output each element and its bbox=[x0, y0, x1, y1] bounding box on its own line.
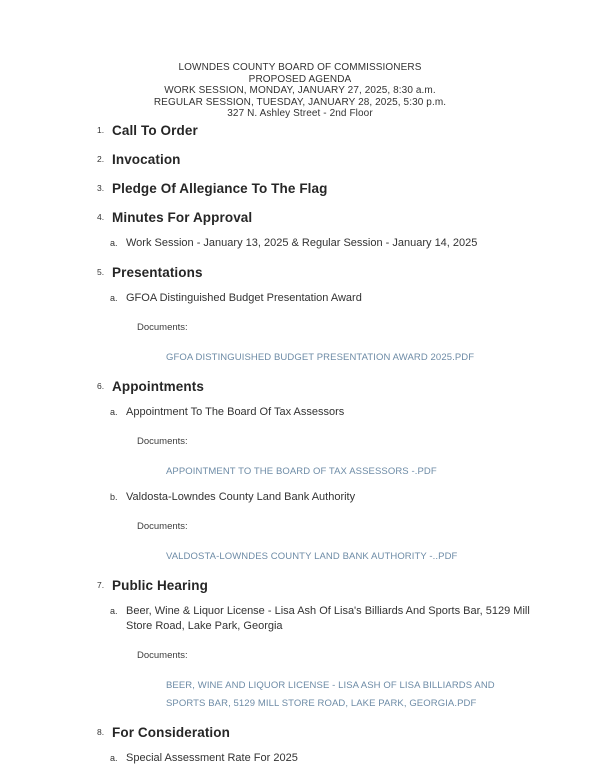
agenda-item-title: Minutes For Approval bbox=[112, 209, 253, 225]
documents-block bbox=[126, 322, 566, 365]
documents-block bbox=[126, 650, 566, 711]
item-number: 3. bbox=[97, 182, 105, 193]
document-link-row bbox=[166, 347, 516, 365]
subitem-text: Beer, Wine & Liquor License - Lisa Ash Of Lisa's Billiards And Sports Bar, 5129 Mill Store Road, Lake Park, Georgia bbox=[126, 604, 530, 632]
documents-block bbox=[126, 521, 566, 564]
agenda-subitem bbox=[112, 405, 566, 479]
documents-block bbox=[126, 436, 566, 479]
agenda-item bbox=[97, 152, 566, 167]
subitem-body bbox=[126, 490, 566, 564]
item-body bbox=[112, 181, 566, 196]
subitem-text: Appointment To The Board Of Tax Assessors bbox=[126, 405, 345, 418]
subitem-body bbox=[126, 405, 566, 479]
document-link[interactable]: GFOA DISTINGUISHED BUDGET PRESENTATION AWARD 2025.PDF bbox=[166, 351, 475, 363]
document-link[interactable]: APPOINTMENT TO THE BOARD OF TAX ASSESSORS -.PDF bbox=[166, 465, 437, 477]
item-number: 2. bbox=[97, 153, 105, 164]
header-org-name: LOWNDES COUNTY BOARD OF COMMISSIONERS bbox=[178, 62, 422, 73]
header-address: 327 N. Ashley Street - 2nd Floor bbox=[227, 108, 373, 120]
agenda-item bbox=[97, 379, 566, 564]
document-link-row bbox=[166, 546, 516, 564]
documents-label: Documents: bbox=[137, 520, 188, 532]
subitem-body bbox=[126, 751, 566, 766]
subitem-text: Valdosta-Lowndes County Land Bank Authority bbox=[126, 490, 356, 503]
header-agenda-title: PROPOSED AGENDA bbox=[248, 73, 352, 85]
item-body bbox=[112, 725, 566, 766]
agenda-item bbox=[97, 181, 566, 196]
subitem-body bbox=[126, 291, 566, 365]
subitem-letter: a. bbox=[110, 406, 118, 417]
agenda-item-title: Public Hearing bbox=[112, 577, 208, 593]
document-link-row bbox=[166, 675, 516, 711]
item-body bbox=[112, 379, 566, 564]
subitem-letter: b. bbox=[110, 491, 118, 502]
documents-label: Documents: bbox=[137, 321, 188, 333]
agenda-subitem bbox=[112, 604, 566, 711]
subitem-letter: a. bbox=[110, 605, 118, 616]
item-body bbox=[112, 123, 566, 138]
item-number: 1. bbox=[97, 124, 105, 135]
agenda-item bbox=[97, 725, 566, 766]
subitem-text: Special Assessment Rate For 2025 bbox=[126, 751, 298, 764]
subitem-letter: a. bbox=[110, 752, 118, 763]
agenda-item-title: Invocation bbox=[112, 151, 181, 167]
agenda-subitem bbox=[112, 236, 566, 251]
item-number: 7. bbox=[97, 579, 105, 590]
item-number: 5. bbox=[97, 266, 105, 277]
agenda-item-title: Pledge Of Allegiance To The Flag bbox=[112, 180, 328, 196]
document-header bbox=[0, 0, 600, 120]
subitem-letter: a. bbox=[110, 292, 118, 303]
agenda-item bbox=[97, 265, 566, 365]
item-body bbox=[112, 152, 566, 167]
subitem-body bbox=[126, 236, 566, 251]
documents-label: Documents: bbox=[137, 649, 188, 661]
document-link-row bbox=[166, 461, 516, 479]
agenda-item-title: Presentations bbox=[112, 264, 203, 280]
subitem-letter: a. bbox=[110, 237, 118, 248]
item-body bbox=[112, 210, 566, 251]
subitem-body bbox=[126, 604, 566, 711]
header-work-session: WORK SESSION, MONDAY, JANUARY 27, 2025, 8:30 a.m. bbox=[164, 85, 436, 97]
agenda-list bbox=[0, 123, 600, 766]
agenda-item-title: Call To Order bbox=[112, 122, 198, 138]
document-link[interactable]: BEER, WINE AND LIQUOR LICENSE - LISA ASH OF LISA BILLIARDS AND SPORTS BAR, 5129 MILL STORE ROAD, LAKE PARK, GEORGIA.PDF bbox=[166, 679, 495, 709]
item-body bbox=[112, 265, 566, 365]
subitem-text: GFOA Distinguished Budget Presentation Award bbox=[126, 291, 362, 304]
header-regular-session: REGULAR SESSION, TUESDAY, JANUARY 28, 2025, 5:30 p.m. bbox=[153, 96, 447, 108]
item-number: 6. bbox=[97, 380, 105, 391]
documents-label: Documents: bbox=[137, 435, 188, 447]
agenda-subitem bbox=[112, 490, 566, 564]
subitem-text: Work Session - January 13, 2025 & Regular Session - January 14, 2025 bbox=[126, 236, 478, 249]
item-body bbox=[112, 578, 566, 711]
agenda-subitem bbox=[112, 751, 566, 766]
agenda-item-title: For Consideration bbox=[112, 724, 230, 740]
item-number: 8. bbox=[97, 726, 105, 737]
agenda-subitem bbox=[112, 291, 566, 365]
agenda-item bbox=[97, 210, 566, 251]
item-number: 4. bbox=[97, 211, 105, 222]
document-link[interactable]: VALDOSTA-LOWNDES COUNTY LAND BANK AUTHORITY -..PDF bbox=[166, 550, 458, 562]
agenda-item bbox=[97, 578, 566, 711]
agenda-item-title: Appointments bbox=[112, 378, 204, 394]
agenda-item bbox=[97, 123, 566, 138]
